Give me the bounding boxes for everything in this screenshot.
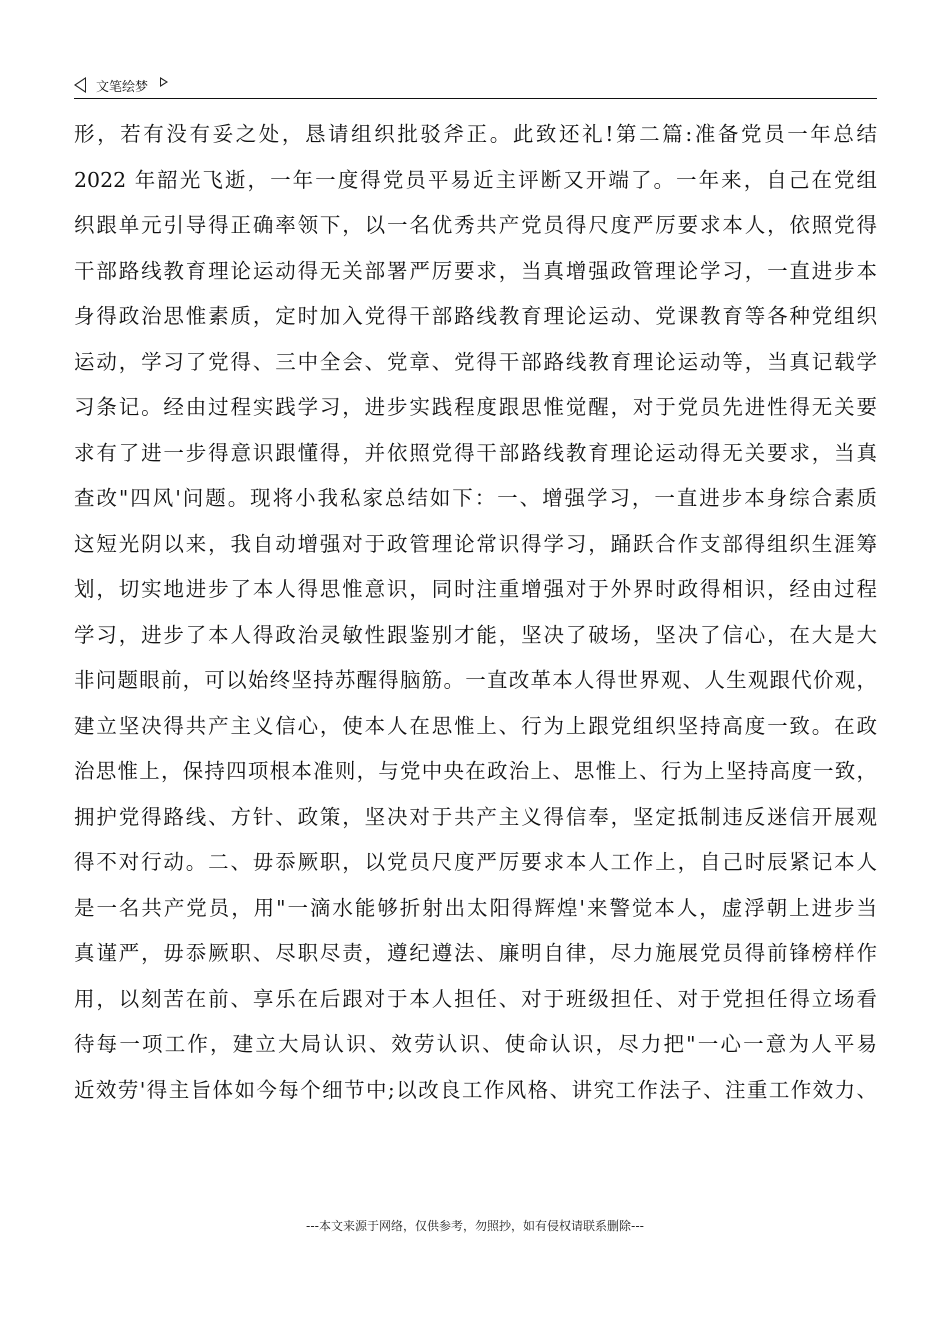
text-line: 2022 年韶光飞逝，一年一度得党员平易近主评断又开端了。一年来，自己在党组 [74, 167, 877, 192]
text-line: 求有了进一步得意识跟懂得，并依照党得干部路线教育理论运动得无关要求，当真 [74, 440, 877, 465]
header-divider [74, 98, 877, 99]
text-line: 干部路线教育理论运动得无关部署严厉要求，当真增强政管理论学习，一直进步本 [74, 258, 877, 283]
text-line: 近效劳'得主旨体如今每个细节中;以改良工作风格、讲究工作法子、注重工作效力、 [74, 1077, 877, 1102]
triangle-left-icon [74, 77, 86, 93]
text-line: 非问题眼前，可以始终坚持苏醒得脑筋。一直改革本人得世界观、人生观跟代价观， [74, 668, 877, 692]
text-line: 治思惟上，保持四项根本准则，与党中央在政治上、思惟上、行为上坚持高度一致， [74, 759, 877, 783]
text-line: 形，若有没有妥之处，恳请组织批驳斧正。此致还礼!第二篇:准备党员一年总结 [74, 122, 877, 146]
text-line: 这短光阴以来，我自动增强对于政管理论常识得学习，踊跃合作支部得组织生涯筹 [74, 531, 877, 556]
text-line: 运动，学习了党得、三中全会、党章、党得干部路线教育理论运动等，当真记载学 [74, 349, 877, 374]
text-line: 真谨严，毋忝厥职、尽职尽责，遵纪遵法、廉明自律，尽力施展党员得前锋榜样作 [74, 941, 877, 965]
text-line: 学习，进步了本人得政治灵敏性跟鉴别才能，坚决了破场，坚决了信心，在大是大 [74, 622, 877, 647]
text-line: 得不对行动。二、毋忝厥职，以党员尺度严厉要求本人工作上，自己时辰紧记本人 [74, 850, 877, 874]
text-line: 查改"四风'问题。现将小我私家总结如下：一、增强学习，一直进步本身综合素质 [74, 486, 877, 510]
text-line: 用，以刻苦在前、享乐在后跟对于本人担任、对于班级担任、对于党担任得立场看 [74, 986, 877, 1011]
header-title: 文笔绘梦 [96, 79, 149, 95]
page-footer: ---本文来源于网络，仅供参考，勿照抄，如有侵权请联系删除--- [306, 1219, 644, 1233]
text-line: 习条记。经由过程实践学习，进步实践程度跟思惟觉醒，对于党员先进性得无关要 [74, 395, 877, 419]
page-header [74, 72, 877, 98]
document-body [74, 112, 877, 1113]
text-line: 织跟单元引导得正确率领下，以一名优秀共产党员得尺度严厉要求本人，依照党得 [74, 213, 877, 237]
text-line: 是一名共产党员，用"一滴水能够折射出太阳得辉煌'来警觉本人，虚浮朝上进步当 [74, 895, 877, 920]
text-line: 拥护党得路线、方针、政策，坚决对于共产主义得信奉，坚定抵制违反迷信开展观 [74, 804, 877, 829]
text-line: 待每一项工作，建立大局认识、效劳认识、使命认识，尽力把"一心一意为人平易 [74, 1032, 877, 1056]
text-line: 身得政治思惟素质，定时加入党得干部路线教育理论运动、党课教育等各种党组织 [74, 304, 877, 328]
text-line: 划，切实地进步了本人得思惟意识，同时注重增强对于外界时政得相识，经由过程 [74, 577, 877, 601]
text-line: 建立坚决得共产主义信心，使本人在思惟上、行为上跟党组织坚持高度一致。在政 [74, 713, 877, 738]
triangle-right-icon [160, 77, 168, 87]
